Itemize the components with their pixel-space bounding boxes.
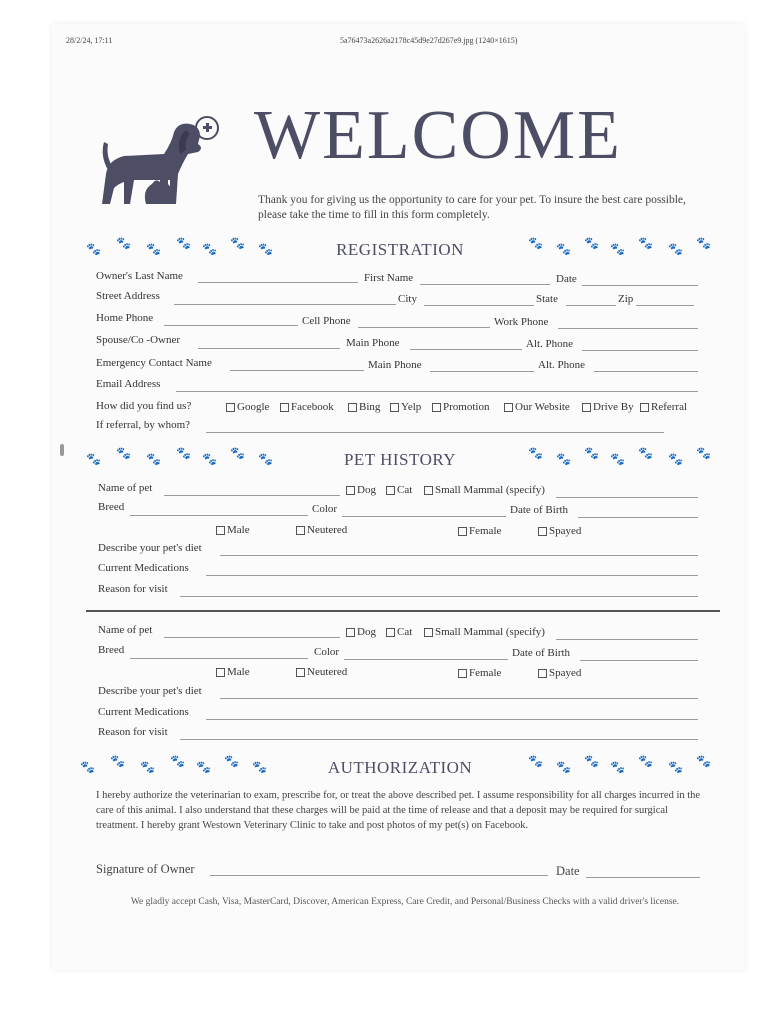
pet2-small-mammal-option[interactable]: Small Mammal (specify) [424, 626, 545, 638]
paw-print-icon: 🐾 [146, 242, 161, 256]
option-google[interactable]: Google [226, 401, 269, 413]
signature-field[interactable] [210, 863, 548, 876]
paw-print-icon: 🐾 [80, 760, 95, 774]
pet2-dog-option[interactable]: Dog [346, 626, 376, 638]
checkbox[interactable] [458, 669, 467, 678]
cell-phone-label: Cell Phone [302, 315, 351, 327]
checkbox[interactable] [538, 527, 547, 536]
paw-print-icon: 🐾 [202, 242, 217, 256]
checkbox[interactable] [296, 526, 305, 535]
paw-print-icon: 🐾 [638, 754, 653, 768]
paw-print-icon: 🐾 [258, 452, 273, 466]
option-facebook[interactable]: Facebook [280, 401, 334, 413]
pet2-female-option[interactable]: Female [458, 667, 501, 679]
paw-print-icon: 🐾 [556, 242, 571, 256]
emergency-main-phone-label: Main Phone [368, 359, 422, 371]
paw-print-icon: 🐾 [668, 242, 683, 256]
home-phone-label: Home Phone [96, 312, 154, 324]
paw-print-icon: 🐾 [86, 242, 101, 256]
referral-field[interactable] [206, 420, 664, 433]
paw-print-icon: 🐾 [110, 754, 125, 768]
email-label: Email Address [96, 378, 161, 390]
paw-print-icon: 🐾 [584, 236, 599, 250]
option-referral[interactable]: Referral [640, 401, 687, 413]
paw-print-icon: 🐾 [638, 446, 653, 460]
pet1-color-label: Color [312, 503, 338, 515]
work-phone-field[interactable] [558, 316, 698, 329]
checkbox[interactable] [432, 403, 441, 412]
pet2-reason-label: Reason for visit [98, 726, 168, 738]
pet1-diet-field[interactable] [220, 543, 698, 556]
pet1-name-label: Name of pet [98, 482, 153, 494]
pet2-neutered-option[interactable]: Neutered [296, 666, 347, 678]
pet1-spayed-option[interactable]: Spayed [538, 525, 581, 537]
pet2-diet-field[interactable] [220, 686, 698, 699]
paw-print-icon: 🐾 [230, 446, 245, 460]
state-label: State [536, 293, 558, 305]
print-filename: 5a76473a2626a2178c45d9e27d267e9.jpg (1240×1615) [340, 36, 518, 45]
pet2-color-field[interactable] [344, 647, 508, 660]
checkbox[interactable] [424, 628, 433, 637]
paw-print-icon: 🐾 [638, 236, 653, 250]
referral-label: If referral, by whom? [96, 419, 191, 431]
spouse-field[interactable] [198, 336, 340, 349]
zip-field[interactable] [636, 293, 694, 306]
street-address-label: Street Address [96, 290, 160, 302]
pet1-male-option[interactable]: Male [216, 524, 250, 536]
option-bing[interactable]: Bing [348, 401, 380, 413]
checkbox[interactable] [216, 526, 225, 535]
paw-print-icon: 🐾 [584, 754, 599, 768]
home-phone-field[interactable] [164, 313, 298, 326]
first-name-field[interactable] [420, 272, 550, 285]
pet1-small-mammal-option[interactable]: Small Mammal (specify) [424, 484, 545, 496]
paw-print-icon: 🐾 [252, 760, 267, 774]
checkbox[interactable] [280, 403, 289, 412]
cell-phone-field[interactable] [358, 315, 490, 328]
emergency-main-phone-field[interactable] [430, 359, 534, 372]
section-title: PET HISTORY [343, 450, 457, 469]
section-title: AUTHORIZATION [327, 758, 473, 777]
paw-print-icon: 🐾 [116, 446, 131, 460]
paw-print-icon: 🐾 [196, 760, 211, 774]
pet1-dob-field[interactable] [578, 505, 698, 518]
checkbox[interactable] [390, 403, 399, 412]
checkbox[interactable] [348, 403, 357, 412]
how-find-label: How did you find us? [96, 400, 192, 412]
paw-print-icon: 🐾 [230, 236, 245, 250]
scan-mark [60, 444, 64, 456]
pet2-breed-label: Breed [98, 644, 125, 656]
signature-date-label: Date [556, 864, 580, 878]
emergency-contact-label: Emergency Contact Name [96, 357, 212, 369]
spouse-label: Spouse/Co -Owner [96, 334, 181, 346]
pet1-breed-label: Breed [98, 501, 125, 513]
checkbox[interactable] [346, 628, 355, 637]
section-title: REGISTRATION [336, 240, 464, 259]
paw-print-icon: 🐾 [668, 452, 683, 466]
pet1-diet-label: Describe your pet's diet [98, 542, 202, 554]
date-label: Date [556, 273, 577, 285]
pet2-cat-option[interactable]: Cat [386, 626, 412, 638]
pet2-color-label: Color [314, 646, 340, 658]
option-drive-by[interactable]: Drive By [582, 401, 634, 413]
pet1-dob-label: Date of Birth [510, 504, 569, 516]
checkbox[interactable] [504, 403, 513, 412]
pet2-male-option[interactable]: Male [216, 666, 250, 678]
pet1-reason-field[interactable] [180, 584, 698, 597]
pet1-breed-field[interactable] [130, 503, 308, 516]
signature-label: Signature of Owner [96, 862, 195, 876]
checkbox[interactable] [226, 403, 235, 412]
checkbox[interactable] [538, 669, 547, 678]
paw-print-icon: 🐾 [584, 446, 599, 460]
checkbox[interactable] [386, 486, 395, 495]
email-field[interactable] [176, 379, 698, 392]
pet2-meds-label: Current Medications [98, 706, 189, 718]
checkbox[interactable] [458, 527, 467, 536]
city-label: City [398, 293, 417, 305]
pet2-breed-field[interactable] [130, 646, 308, 659]
paw-print-icon: 🐾 [146, 452, 161, 466]
checkbox[interactable] [640, 403, 649, 412]
authorization-header [80, 756, 720, 780]
pet2-dob-label: Date of Birth [512, 647, 571, 659]
intro-paragraph: Thank you for giving us the opportunity to care for your pet. To insure the best care possible, please take the time to fill in this form completely. [258, 194, 686, 221]
paw-print-icon: 🐾 [696, 446, 711, 460]
city-field[interactable] [424, 293, 534, 306]
paw-print-icon: 🐾 [556, 452, 571, 466]
work-phone-label: Work Phone [494, 316, 549, 328]
pet1-reason-label: Reason for visit [98, 583, 168, 595]
paw-print-icon: 🐾 [140, 760, 155, 774]
pet1-neutered-option[interactable]: Neutered [296, 524, 347, 536]
spouse-main-phone-label: Main Phone [346, 337, 400, 349]
paw-print-icon: 🐾 [116, 236, 131, 250]
print-timestamp: 28/2/24, 17:11 [66, 36, 113, 45]
paw-print-icon: 🐾 [176, 236, 191, 250]
paw-print-icon: 🐾 [528, 446, 543, 460]
paw-print-icon: 🐾 [610, 760, 625, 774]
paw-print-icon: 🐾 [556, 760, 571, 774]
pet1-dog-option[interactable]: Dog [346, 484, 376, 496]
paw-print-icon: 🐾 [258, 242, 273, 256]
option-promotion[interactable]: Promotion [432, 401, 489, 413]
welcome-title: WELCOME [254, 97, 622, 174]
registration-header [80, 238, 720, 262]
paw-print-icon: 🐾 [202, 452, 217, 466]
pet2-dob-field[interactable] [580, 648, 698, 661]
pet1-specify-field[interactable] [556, 485, 698, 498]
checkbox[interactable] [216, 668, 225, 677]
pet1-female-option[interactable]: Female [458, 525, 501, 537]
checkbox[interactable] [296, 668, 305, 677]
paw-print-icon: 🐾 [528, 754, 543, 768]
street-address-field[interactable] [174, 292, 396, 305]
pet2-specify-field[interactable] [556, 627, 698, 640]
zip-label: Zip [618, 293, 634, 305]
option-yelp[interactable]: Yelp [390, 401, 421, 413]
spouse-main-phone-field[interactable] [410, 337, 522, 350]
payment-footer: We gladly accept Cash, Visa, MasterCard, Discover, American Express, Care Credit, and Personal/Business Checks with a valid driver's license. [130, 897, 680, 907]
paw-print-icon: 🐾 [170, 754, 185, 768]
paw-print-icon: 🐾 [86, 452, 101, 466]
pet1-color-field[interactable] [342, 504, 506, 517]
first-name-label: First Name [364, 272, 414, 284]
pet2-name-field[interactable] [164, 625, 340, 638]
option-our-website[interactable]: Our Website [504, 401, 570, 413]
checkbox[interactable] [346, 486, 355, 495]
pet1-meds-label: Current Medications [98, 562, 189, 574]
paw-print-icon: 🐾 [224, 754, 239, 768]
signature-date-field[interactable] [586, 865, 700, 878]
spouse-alt-phone-label: Alt. Phone [526, 338, 574, 350]
paw-print-icon: 🐾 [668, 760, 683, 774]
paw-print-icon: 🐾 [696, 236, 711, 250]
pet2-diet-label: Describe your pet's diet [98, 685, 202, 697]
spouse-alt-phone-field[interactable] [582, 338, 698, 351]
checkbox[interactable] [424, 486, 433, 495]
pet1-name-field[interactable] [164, 483, 340, 496]
paw-print-icon: 🐾 [610, 452, 625, 466]
date-field[interactable] [582, 273, 698, 286]
pet1-cat-option[interactable]: Cat [386, 484, 412, 496]
emergency-contact-field[interactable] [230, 358, 364, 371]
pet-history-header [80, 448, 720, 472]
paw-print-icon: 🐾 [176, 446, 191, 460]
paw-print-icon: 🐾 [610, 242, 625, 256]
pet2-spayed-option[interactable]: Spayed [538, 667, 581, 679]
pet2-name-label: Name of pet [98, 624, 153, 636]
pet1-meds-field[interactable] [206, 563, 698, 576]
owners-last-name-label: Owner's Last Name [96, 270, 183, 282]
paw-print-icon: 🐾 [528, 236, 543, 250]
dog-cat-logo-icon [94, 104, 224, 214]
pet2-meds-field[interactable] [206, 707, 698, 720]
state-field[interactable] [566, 293, 616, 306]
checkbox[interactable] [582, 403, 591, 412]
emergency-alt-phone-field[interactable] [594, 359, 698, 372]
pet-divider [86, 610, 720, 612]
authorization-text: I hereby authorize the veterinarian to exam, prescribe for, or treat the above described pet. I assume responsibility for all charges incurred in the care of this animal. I also understand that these charges will be paid at the time of release and that a deposit may be required for surgical treatment. I hereby grant Westown Veterinary Clinic to take and post photos of my pet(s) on Facebook. [96, 790, 701, 831]
paw-print-icon: 🐾 [696, 754, 711, 768]
owners-last-name-field[interactable] [198, 270, 358, 283]
emergency-alt-phone-label: Alt. Phone [538, 359, 586, 371]
checkbox[interactable] [386, 628, 395, 637]
pet2-reason-field[interactable] [180, 727, 698, 740]
